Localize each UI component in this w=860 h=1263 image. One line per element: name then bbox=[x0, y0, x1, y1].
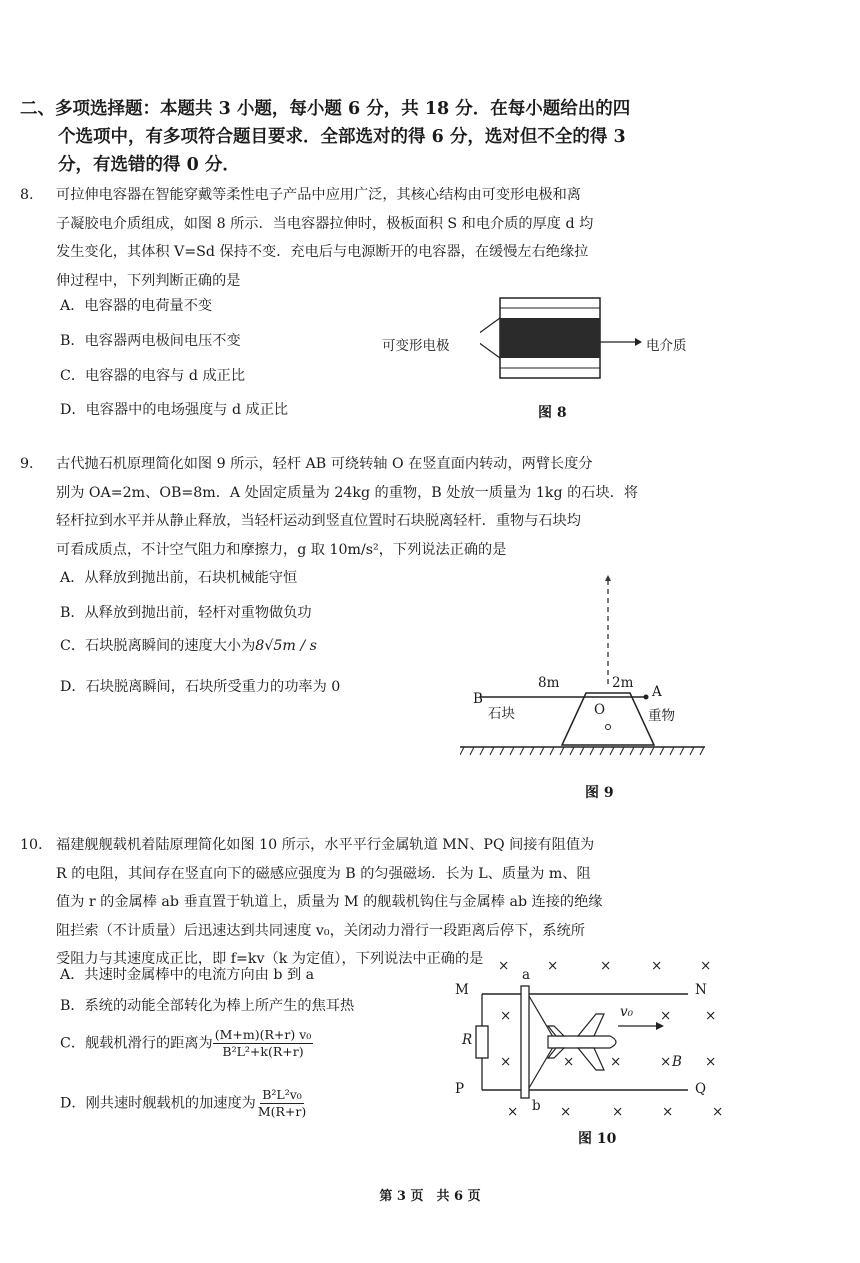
field-cross: × bbox=[547, 958, 559, 974]
question-number: 9. bbox=[20, 456, 34, 472]
question-9-stem bbox=[20, 450, 820, 564]
figure-9-trebuchet bbox=[460, 575, 720, 760]
field-cross: × bbox=[610, 1054, 622, 1070]
label-q: Q bbox=[695, 1081, 707, 1097]
q10-option-a: A．共速时金属棒中的电流方向由 b 到 a bbox=[60, 967, 315, 983]
stem-line: 发生变化，其体积 V=Sd 保持不变．充电后与电源断开的电容器，在缓慢左右绝缘拉 bbox=[56, 244, 589, 260]
stem-line: 轻杆拉到水平并从静止释放，当轻杆运动到竖直位置时石块脱离轻杆．重物与石块均 bbox=[56, 513, 581, 529]
field-cross: × bbox=[560, 1104, 572, 1120]
fraction-denominator: M(R+r) bbox=[257, 1104, 307, 1119]
q10-option-d bbox=[60, 1087, 308, 1120]
q9-option-c-text: C．石块脱离瞬间的速度大小为 bbox=[60, 638, 256, 654]
figure-10-caption: 图 10 bbox=[578, 1131, 617, 1147]
section-header bbox=[20, 95, 840, 179]
label-velocity: v₀ bbox=[620, 1004, 634, 1020]
label-p: P bbox=[455, 1081, 465, 1097]
stem-line: 子凝胶电介质组成，如图 8 所示．当电容器拉伸时，极板面积 S 和电介质的厚度 d 均 bbox=[56, 215, 594, 232]
q8-option-d: D．电容器中的电场强度与 d 成正比 bbox=[60, 402, 289, 418]
label-a: A bbox=[652, 684, 662, 700]
question-8-stem bbox=[20, 181, 820, 295]
stem-line: 别为 OA=2m、OB=8m．A 处固定质量为 24kg 的重物，B 处放一质量为 1kg 的石块．将 bbox=[56, 484, 639, 501]
field-cross: × bbox=[712, 1104, 724, 1120]
label-rod-a: a bbox=[522, 967, 531, 983]
label-8m: 8m bbox=[538, 675, 560, 691]
field-cross: × bbox=[660, 1008, 672, 1024]
q10-option-d-text: D．刚共速时舰载机的加速度为 bbox=[60, 1095, 256, 1112]
label-2m: 2m bbox=[612, 675, 634, 691]
field-cross: × bbox=[660, 1054, 672, 1070]
field-cross: × bbox=[498, 958, 510, 974]
q9-option-d: D．石块脱离瞬间，石块所受重力的功率为 0 bbox=[60, 679, 341, 695]
section-line-2: 个选项中，有多项符合题目要求．全部选对的得 6 分，选对但不全的得 3 bbox=[58, 127, 626, 147]
field-cross: × bbox=[612, 1104, 624, 1120]
figure-8-caption: 图 8 bbox=[538, 405, 567, 421]
label-weight: 重物 bbox=[648, 708, 675, 724]
question-number: 10. bbox=[20, 837, 43, 853]
stem-line: 可拉伸电容器在智能穿戴等柔性电子产品中应用广泛，其核心结构由可变形电极和离 bbox=[56, 187, 581, 203]
q9-option-c-value: 8√5m / s bbox=[255, 638, 317, 654]
label-resistor-r: R bbox=[462, 1032, 473, 1048]
q8-option-a: A．电容器的电荷量不变 bbox=[60, 298, 213, 314]
q9-option-b: B．从释放到抛出前，轻杆对重物做负功 bbox=[60, 605, 312, 621]
field-cross: × bbox=[662, 1104, 674, 1120]
stem-line: 受阻力与其速度成正比，即 f=kv（k 为定值），下列说法中正确的是 bbox=[56, 951, 484, 967]
fraction-numerator: B²L²v₀ bbox=[262, 1087, 302, 1102]
label-rod-b: b bbox=[532, 1098, 541, 1114]
page-footer: 第 3 页 共 6 页 bbox=[379, 1189, 481, 1204]
stem-line: 阻拦索（不计质量）后迅速达到共同速度 v₀，关闭动力滑行一段距离后停下，系统所 bbox=[56, 922, 585, 939]
field-cross: × bbox=[500, 1008, 512, 1024]
stem-line: 福建舰舰载机着陆原理简化如图 10 所示，水平平行金属轨道 MN、PQ 间接有阻值为 bbox=[56, 837, 595, 853]
field-cross: × bbox=[705, 1054, 717, 1070]
q10-option-b: B．系统的动能全部转化为棒上所产生的焦耳热 bbox=[60, 998, 355, 1014]
label-field-b: B bbox=[672, 1054, 682, 1070]
field-cross: × bbox=[563, 1054, 575, 1070]
q10-option-c bbox=[60, 1027, 313, 1060]
field-cross: × bbox=[651, 958, 663, 974]
fraction-denominator: B²L²+k(R+r) bbox=[222, 1044, 304, 1059]
q10-option-d-fraction bbox=[256, 1087, 308, 1120]
label-dielectric: 电介质 bbox=[646, 338, 687, 354]
label-b: B bbox=[473, 691, 483, 707]
stem-line: 伸过程中，下列判断正确的是 bbox=[56, 272, 241, 289]
label-stone: 石块 bbox=[488, 706, 515, 722]
q9-option-c bbox=[60, 636, 317, 656]
figure-10-rails bbox=[460, 960, 730, 1130]
field-cross: × bbox=[700, 958, 712, 974]
field-cross: × bbox=[600, 958, 612, 974]
field-cross: × bbox=[500, 1054, 512, 1070]
figure-9-caption: 图 9 bbox=[585, 785, 614, 801]
stem-line: 可看成质点，不计空气阻力和摩擦力，g 取 10m/s²，下列说法正确的是 bbox=[56, 541, 507, 558]
stem-line: 古代抛石机原理简化如图 9 所示，轻杆 AB 可绕转轴 O 在竖直面内转动，两臂长度分 bbox=[56, 456, 593, 472]
field-cross: × bbox=[507, 1104, 519, 1120]
label-o: O bbox=[594, 702, 606, 718]
section-line-3: 分，有选错的得 0 分． bbox=[58, 155, 240, 175]
q10-option-c-text: C．舰载机滑行的距离为 bbox=[60, 1035, 213, 1052]
q8-option-c: C．电容器的电容与 d 成正比 bbox=[60, 368, 246, 384]
fraction-numerator: (M+m)(R+r) v₀ bbox=[214, 1027, 312, 1042]
field-cross: × bbox=[705, 1008, 717, 1024]
q10-option-c-fraction bbox=[213, 1027, 314, 1060]
section-line-1: 二、多项选择题：本题共 3 小题，每小题 6 分，共 18 分．在每小题给出的四 bbox=[20, 99, 631, 119]
q9-option-a: A．从释放到抛出前，石块机械能守恒 bbox=[60, 570, 298, 586]
stem-line: 值为 r 的金属棒 ab 垂直置于轨道上，质量为 M 的舰载机钩住与金属棒 ab 连接的绝缘 bbox=[56, 894, 603, 910]
label-m: M bbox=[455, 982, 469, 998]
question-10-stem bbox=[20, 831, 820, 974]
question-number: 8. bbox=[20, 187, 34, 203]
stem-line: R 的电阻，其间存在竖直向下的磁感应强度为 B 的匀强磁场．长为 L、质量为 m、阻 bbox=[56, 865, 591, 882]
label-electrode: 可变形电极 bbox=[382, 338, 450, 354]
q8-option-b: B．电容器两电极间电压不变 bbox=[60, 333, 241, 349]
label-n: N bbox=[695, 982, 707, 998]
